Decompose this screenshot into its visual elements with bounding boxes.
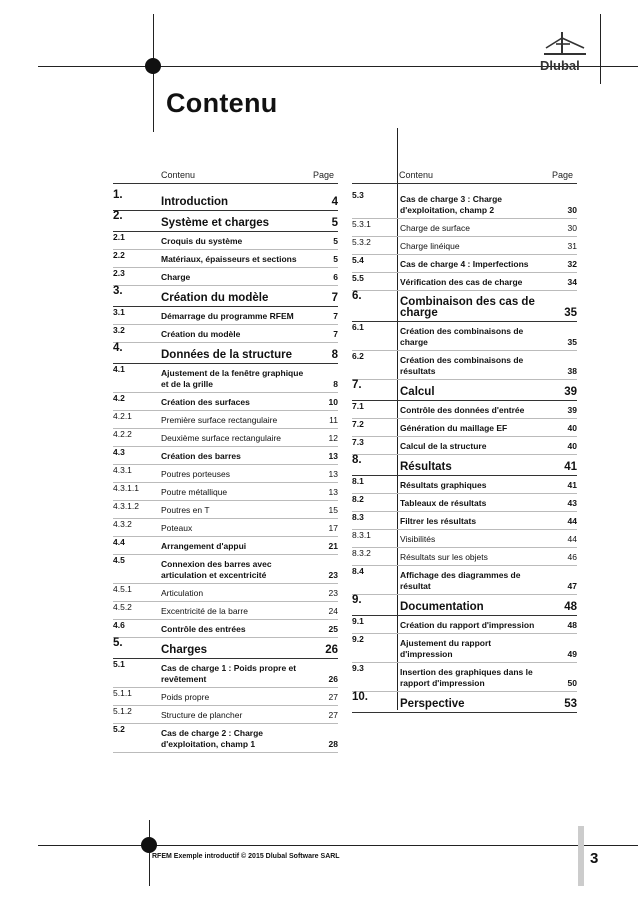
toc-page: 31 [567,241,577,251]
toc-number: 3. [113,285,123,297]
toc-number: 5.2 [113,724,125,734]
toc-row[interactable] [352,566,577,592]
toc-title: Poutres porteuses [161,469,230,479]
toc-number: 5.3 [352,190,364,200]
toc-number: 6. [352,290,362,302]
toc-page: 10 [328,397,338,407]
toc-page: 40 [567,441,577,451]
toc-number: 10. [352,691,368,703]
page-number: 3 [590,850,599,867]
toc-page: 30 [567,205,577,215]
toc-page: 5 [333,236,338,246]
toc-row[interactable] [113,688,338,703]
dlubal-logo-text: Dlubal [540,58,580,73]
toc-page: 40 [567,423,577,433]
toc-row[interactable] [352,692,577,710]
toc-title: Résultats graphiques [400,480,487,490]
crosshair-dot-top [145,58,161,74]
toc-page: 26 [328,674,338,684]
toc-title: Deuxième surface rectangulaire [161,433,282,443]
right-header-rule [352,183,577,184]
toc-page: 35 [567,337,577,347]
toc-title: Charge [161,272,191,282]
toc-number: 6.1 [352,322,364,332]
toc-row[interactable] [352,419,577,434]
toc-title: Insertion des graphiques dans le rapport d'impression [400,667,533,688]
footer-text: RFEM Exemple introductif © 2015 Dlubal Software SARL [152,853,340,860]
toc-number: 4.3.1 [113,465,132,475]
toc-title: Cas de charge 1 : Poids propre et revêtement [161,663,297,684]
toc-page: 17 [328,523,338,533]
toc-number: 4.5.2 [113,602,132,612]
toc-page: 46 [567,552,577,562]
left-header-rule [113,183,338,184]
toc-page: 48 [567,620,577,630]
toc-title: Charge linéique [400,241,460,251]
toc-row[interactable] [113,602,338,617]
toc-number: 4.1 [113,364,125,374]
toc-row[interactable] [113,364,338,390]
toc-title: Matériaux, épaisseurs et sections [161,254,297,264]
toc-row[interactable] [352,663,577,689]
toc-title: Poutres en T [161,505,210,515]
toc-row[interactable] [113,190,338,208]
toc-row[interactable] [352,616,577,631]
toc-number: 4.4 [113,537,125,547]
toc-title: Création du modèle [161,292,269,304]
toc-row[interactable] [113,519,338,534]
toc-title: Calcul de la structure [400,441,487,451]
toc-page: 23 [328,588,338,598]
toc-page: 41 [567,480,577,490]
right-contents-header: Contenu [399,170,434,180]
toc-page: 12 [328,433,338,443]
toc-number: 4.2.1 [113,411,132,421]
toc-number: 1. [113,189,123,201]
toc-row[interactable] [352,455,577,473]
toc-row[interactable] [352,351,577,377]
toc-title: Tableaux de résultats [400,498,487,508]
toc-number: 4.3.1.2 [113,501,139,511]
toc-row[interactable] [113,429,338,444]
toc-page: 34 [567,277,577,287]
toc-page: 43 [567,498,577,508]
toc-title: Création des barres [161,451,241,461]
toc-page: 26 [325,644,338,656]
toc-title: Génération du maillage EF [400,423,508,433]
toc-row[interactable] [113,483,338,498]
toc-title: Structure de plancher [161,710,243,720]
toc-number: 4.3.2 [113,519,132,529]
toc-page: 39 [564,386,577,398]
toc-title: Perspective [400,698,465,710]
toc-row[interactable] [352,530,577,545]
toc-number: 2.1 [113,232,125,242]
toc-row[interactable] [352,237,577,252]
toc-title: Visibilités [400,534,436,544]
toc-number: 7. [352,379,362,391]
toc-title: Création des combinaisons de charge [400,326,524,347]
toc-row[interactable] [352,595,577,613]
toc-title: Croquis du système [161,236,243,246]
toc-number: 7.3 [352,437,364,447]
toc-page: 44 [567,516,577,526]
toc-row[interactable] [113,620,338,635]
toc-title: Charge de surface [400,223,470,233]
toc-title: Première surface rectangulaire [161,415,278,425]
toc-page: 27 [328,710,338,720]
toc-title: Connexion des barres avec articulation et excentricité [161,559,272,580]
toc-title: Contrôle des entrées [161,624,246,634]
toc-number: 8.2 [352,494,364,504]
toc-page: 47 [567,581,577,591]
toc-page: 41 [564,461,577,473]
toc-row[interactable] [113,638,338,656]
toc-page: 11 [329,415,338,425]
bottom-rule [38,845,638,846]
toc-row[interactable] [113,286,338,304]
toc-number: 8.3.2 [352,548,371,558]
toc-page: 44 [567,534,577,544]
toc-row[interactable] [352,273,577,288]
toc-number: 7.1 [352,401,364,411]
toc-title: Affichage des diagrammes de résultat [400,570,521,591]
toc-row[interactable] [113,232,338,247]
toc-number: 8. [352,454,362,466]
toc-title: Cas de charge 4 : Imperfections [400,259,529,269]
toc-row[interactable] [113,211,338,229]
toc-row[interactable] [352,437,577,452]
toc-number: 7.2 [352,419,364,429]
toc-row[interactable] [113,537,338,552]
page-title: Contenu [166,88,278,118]
toc-number: 5.3.2 [352,237,371,247]
toc-row[interactable] [352,512,577,527]
toc-page: 21 [328,541,338,551]
toc-number: 4.5 [113,555,125,565]
toc-title: Combinaison des cas de charge [400,296,535,319]
toc-page: 13 [328,487,338,497]
toc-row[interactable] [352,548,577,563]
toc-number: 4.5.1 [113,584,132,594]
toc-row[interactable] [113,325,338,340]
toc-page: 5 [333,254,338,264]
toc-number: 8.4 [352,566,364,576]
toc-number: 2.3 [113,268,125,278]
toc-title: Arrangement d'appui [161,541,247,551]
toc-number: 4.2.2 [113,429,132,439]
toc-row[interactable] [113,584,338,599]
toc-page: 25 [328,624,338,634]
toc-title: Résultats [400,461,452,473]
toc-title: Cas de charge 3 : Charge d'exploitation, champ 2 [400,194,503,215]
toc-number: 2. [113,210,123,222]
toc-number: 8.3.1 [352,530,371,540]
toc-row-separator [352,712,577,713]
toc-row[interactable] [352,219,577,234]
toc-row[interactable] [352,190,577,216]
bottom-right-bar [578,826,584,886]
bottom-left-vertical-rule [149,820,150,886]
toc-page: 5 [331,217,338,229]
toc-number: 5.1 [113,659,125,669]
toc-row[interactable] [113,250,338,265]
toc-page: 48 [564,601,577,613]
toc-number: 5.5 [352,273,364,283]
toc-title: Cas de charge 2 : Charge d'exploitation, champ 1 [161,728,264,749]
toc-page: 7 [333,311,338,321]
toc-row[interactable] [113,465,338,480]
toc-page: 53 [564,698,577,710]
toc-row[interactable] [352,291,577,319]
toc-title: Documentation [400,601,484,613]
toc-title: Filtrer les résultats [400,516,477,526]
toc-number: 5.1.1 [113,688,132,698]
toc-row[interactable] [352,255,577,270]
toc-title: Poteaux [161,523,193,533]
toc-title: Ajustement du rapport d'impression [400,638,492,659]
toc-page: 13 [328,469,338,479]
toc-page: 49 [567,649,577,659]
toc-title: Contrôle des données d'entrée [400,405,525,415]
toc-title: Création des combinaisons de résultats [400,355,524,376]
toc-page: 7 [333,329,338,339]
toc-page: 8 [333,379,338,389]
toc-title: Création du rapport d'impression [400,620,535,630]
toc-row-separator [113,752,338,753]
toc-page: 30 [567,223,577,233]
toc-number: 9.2 [352,634,364,644]
toc-row[interactable] [113,268,338,283]
toc-title: Système et charges [161,217,270,229]
toc-page: 13 [328,451,338,461]
toc-title: Charges [161,644,208,656]
toc-number: 5.4 [352,255,364,265]
toc-number: 2.2 [113,250,125,260]
toc-row[interactable] [113,706,338,721]
left-page-header: Page [313,170,335,180]
toc-page: 24 [328,606,338,616]
toc-row[interactable] [113,501,338,516]
toc-row[interactable] [113,555,338,581]
crosshair-dot-bottom [141,837,157,853]
toc-page: 7 [331,292,338,304]
toc-title: Excentricité de la barre [161,606,248,616]
toc-number: 4.2 [113,393,125,403]
toc-page: 35 [564,307,577,319]
toc-title: Résultats sur les objets [400,552,488,562]
toc-row[interactable] [113,724,338,750]
toc-page: 4 [331,196,338,208]
toc-row[interactable] [352,634,577,660]
toc-page: 32 [567,259,577,269]
toc-row[interactable] [113,307,338,322]
toc-number: 6.2 [352,351,364,361]
toc-page: 6 [333,272,338,282]
toc-number: 3.1 [113,307,125,317]
toc-number: 4.3.1.1 [113,483,139,493]
toc-page: 23 [328,570,338,580]
toc-number: 5.3.1 [352,219,371,229]
left-contents-header: Contenu [161,170,196,180]
toc-number: 5.1.2 [113,706,132,716]
toc-number: 9.1 [352,616,364,626]
toc-title: Vérification des cas de charge [400,277,523,287]
toc-number: 4. [113,342,123,354]
toc-row[interactable] [113,343,338,361]
toc-row[interactable] [113,659,338,685]
toc-number: 4.6 [113,620,125,630]
toc-number: 9.3 [352,663,364,673]
right-page-header: Page [552,170,574,180]
toc-title: Données de la structure [161,349,293,361]
toc-page: 8 [331,349,338,361]
toc-number: 4.3 [113,447,125,457]
toc-title: Création du modèle [161,329,241,339]
toc-title: Ajustement de la fenêtre graphique et de la grille [161,368,304,389]
toc-number: 9. [352,594,362,606]
toc-page: 27 [328,692,338,702]
toc-row[interactable] [352,476,577,491]
right-vertical-rule [600,14,601,84]
toc-row[interactable] [352,494,577,509]
toc-number: 8.3 [352,512,364,522]
toc-title: Création des surfaces [161,397,250,407]
toc-row[interactable] [352,380,577,398]
toc-page: 15 [328,505,338,515]
toc-title: Poids propre [161,692,210,702]
toc-page: 28 [328,739,338,749]
toc-row[interactable] [113,411,338,426]
toc-row[interactable] [113,447,338,462]
toc-title: Introduction [161,196,229,208]
toc-title: Démarrage du programme RFEM [161,311,294,321]
toc-page: 38 [567,366,577,376]
toc-page: 39 [567,405,577,415]
dlubal-logo-icon [540,30,590,58]
toc-title: Poutre métallique [161,487,228,497]
toc-number: 8.1 [352,476,364,486]
toc-page: 50 [567,678,577,688]
toc-row[interactable] [352,322,577,348]
toc-number: 5. [113,637,123,649]
toc-title: Articulation [161,588,204,598]
toc-number: 3.2 [113,325,125,335]
toc-row[interactable] [113,393,338,408]
toc-row[interactable] [352,401,577,416]
toc-title: Calcul [400,386,435,398]
